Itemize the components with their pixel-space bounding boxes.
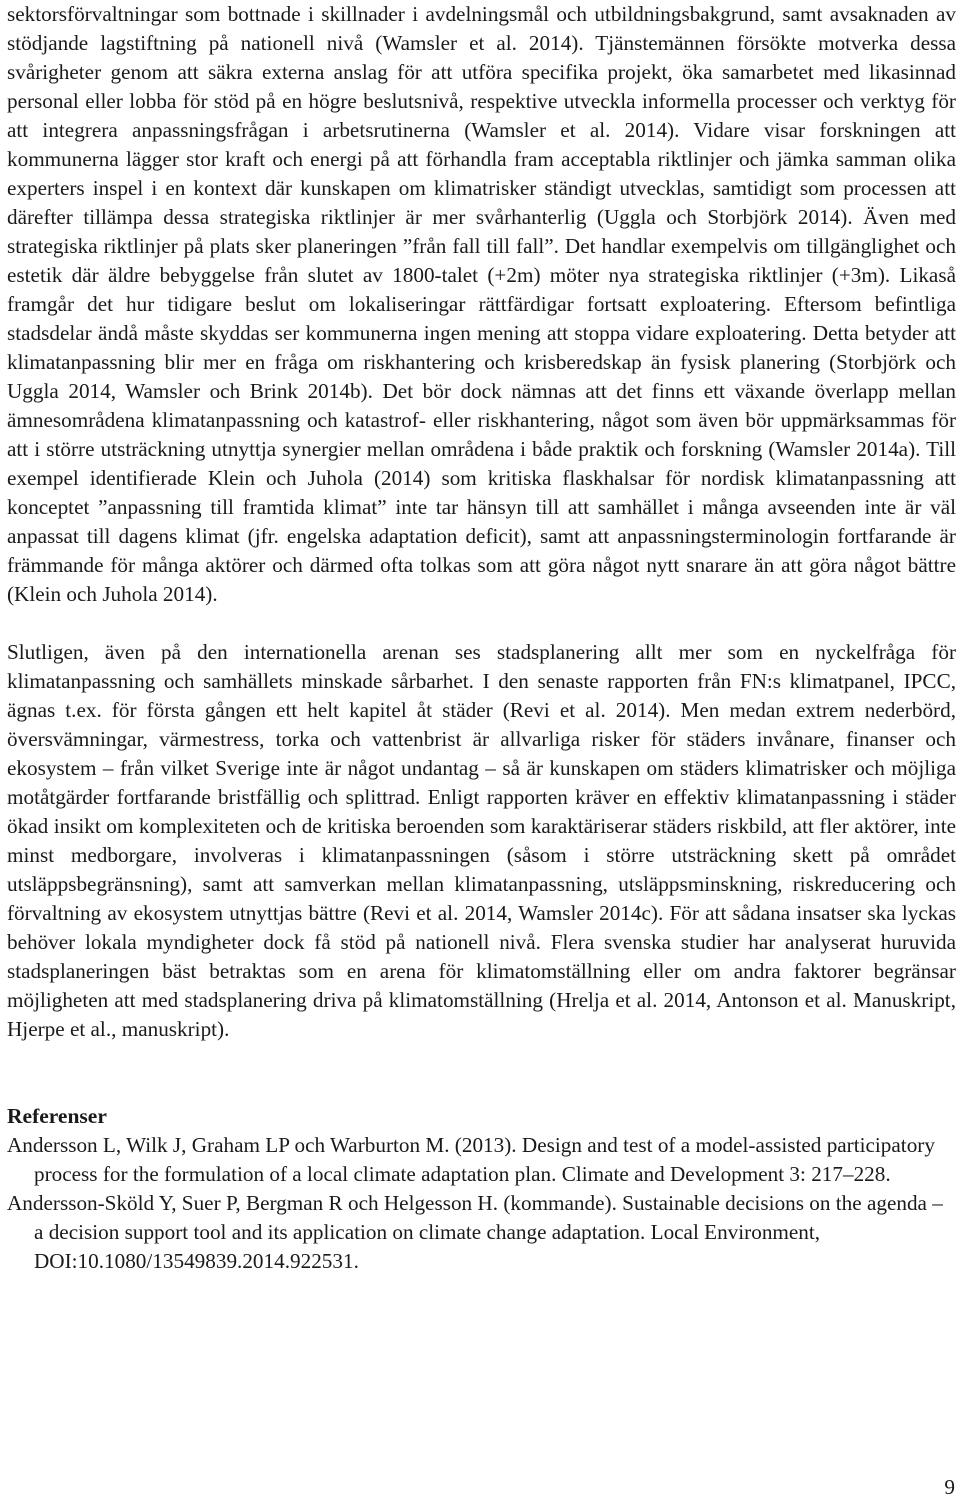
- page-number: 9: [944, 1475, 955, 1499]
- document-page: [7, 0, 956, 1276]
- references-list: [7, 1131, 956, 1276]
- reference-item: Andersson-Sköld Y, Suer P, Bergman R och Helgesson H. (kommande). Sustainable decisions on the agenda – a decision support tool and its application on climate change adaptation. Local Environment, DOI:10.1080/13549839.2014.922531.: [7, 1191, 943, 1273]
- body-paragraph-2: Slutligen, även på den internationella arenan ses stadsplanering allt mer som en nyckelfråga för klimatanpassning och samhällets minskade sårbarhet. I den senaste rapporten från FN:s klimatpanel, IPCC, ägnas t.ex. för första gången ett helt kapitel åt städer (Revi et al. 2014). Men medan extrem nederbörd, översvämningar, värmestress, torka och vattenbrist är allvarliga risker för städers invånare, finanser och ekosystem – från vilket Sverige inte är något undantag – så är kunskapen om städers klimatrisker och möjliga motåtgärder fortfarande bristfällig och splittrad. Enligt rapporten kräver en effektiv klimatanpassning i städer ökad insikt om komplexiteten och de kritiska beroenden som karaktäriserar städers riskbild, att fler aktörer, inte minst medborgare, involveras i klimatanpassningen (såsom i större utsträckning skett på området utsläppsbegränsning), samt att samverkan mellan klimatanpassning, utsläppsminskning, riskreducering och förvaltning av ekosystem utnyttjas bättre (Revi et al. 2014, Wamsler 2014c). För att sådana insatser ska lyckas behöver lokala myndigheter dock få stöd på nationell nivå. Flera svenska studier har analyserat huruvida stadsplaneringen bäst betraktas som en arena för klimatomställning eller om andra faktorer begränsar möjligheten att med stadsplanering driva på klimatomställning (Hrelja et al. 2014, Antonson et al. Manuskript, Hjerpe et al., manuskript).: [7, 640, 956, 1041]
- body-paragraph-1: sektorsförvaltningar som bottnade i skillnader i avdelningsmål och utbildningsbakgrund, samt avsaknaden av stödjande lagstiftning på nationell nivå (Wamsler et al. 2014). Tjänstemännen försökte motverka dessa svårigheter genom att säkra externa anslag för att utföra specifika projekt, öka samarbetet med likasinnad personal eller lobba för stöd på en högre beslutsnivå, respektive utveckla informella processer och verktyg för att integrera anpassningsfrågan i arbetsrutinerna (Wamsler et al. 2014). Vidare visar forskningen att kommunerna lägger stor kraft och energi på att förhandla fram acceptabla riktlinjer och jämka samman olika experters inspel i en kontext där kunskapen om klimatrisker ständigt utvecklas, samtidigt som processen att därefter tillämpa dessa strategiska riktlinjer är mer svårhanterlig (Uggla och Storbjörk 2014). Även med strategiska riktlinjer på plats sker planeringen ”från fall till fall”. Det handlar exempelvis om tillgänglighet och estetik där äldre bebyggelse från slutet av 1800-talet (+2m) möter nya strategiska riktlinjer (+3m). Likaså framgår det hur tidigare beslut om lokaliseringar rättfärdigar fortsatt exploatering. Eftersom befintliga stadsdelar ändå måste skyddas ser kommunerna ingen mening att stoppa vidare exploatering. Detta betyder att klimatanpassning blir mer en fråga om riskhantering och krisberedskap än fysisk planering (Storbjörk och Uggla 2014, Wamsler och Brink 2014b). Det bör dock nämnas att det finns ett växande överlapp mellan ämnesområdena klimatanpassning och katastrof- eller riskhantering, något som även bör uppmärksammas för att i större utsträckning utnyttja synergier mellan områdena i både praktik och forskning (Wamsler 2014a). Till exempel identifierade Klein och Juhola (2014) som kritiska flaskhalsar för nordisk klimatanpassning att konceptet ”anpassning till framtida klimat” inte tar hänsyn till att samhället i många avseenden inte är väl anpassat till dagens klimat (jfr. engelska adaptation deficit), samt att anpassningsterminologin fortfarande är främmande för många aktörer och därmed ofta tolkas som att göra något nytt snarare än att göra något bättre (Klein och Juhola 2014).: [7, 2, 956, 606]
- references-heading: Referenser: [7, 1104, 107, 1128]
- reference-item: Andersson L, Wilk J, Graham LP och Warburton M. (2013). Design and test of a model-assisted participatory process for the formulation of a local climate adaptation plan. Climate and Development 3: 217–228.: [7, 1133, 935, 1186]
